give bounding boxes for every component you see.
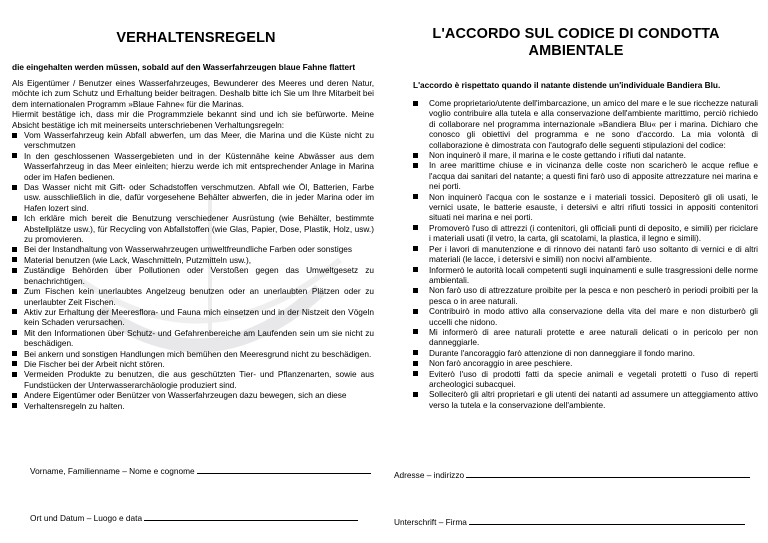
list-item: Mi informerò di aree naturali protette e aree naturali delicati o in pericolo per non danneggiarle. <box>413 327 758 348</box>
list-item: In aree marittime chiuse e in vicinanza delle coste non scaricherò le acque reflue e l'acqua dai sanitari del natante; a questi fini farò uso di apposite attrezzature nei marina e nei porti. <box>413 160 758 191</box>
list-item: Eviterò l'uso di prodotti fatti da specie animali e vegetali protetti o l'uso di reperti archeologici subacquei. <box>413 369 758 390</box>
list-item: Das Wasser nicht mit Gift- oder Schadstoffen verschmutzen. Abfall wie Öl, Batterien, Farbe usw. ausschließlich in die, dafür vorgesehene Behälter abwerfen, die in jeder Marina oder im Hafen lozert sind. <box>12 182 374 213</box>
list-item: Zuständige Behörden über Pollutionen oder Verstoßen gegen das Umweltgesetz zu benachrichtigen. <box>12 265 374 286</box>
address-field[interactable] <box>394 469 750 480</box>
list-item: Per i lavori di manutenzione e di rinnovo dei natanti farò uso soltanto di vernici e di altri materiali (le lacce, i detersivi e simili) non nocivi all'ambiente. <box>413 244 758 265</box>
german-title: VERHALTENSREGELN <box>116 30 276 46</box>
list-item: Promoverò l'uso di attrezzi (i contenitori, gli officiali punti di deposito, e simili) per riciclare i materiali usati (il vetro, la carta, gli scatolami, la plastica, il legno e simili). <box>413 223 758 244</box>
list-item: In den geschlossenen Wassergebieten und in der Küstennähe keine Abwässer aus dem Wasserfahrzeug in das Meer einleiten; hierzu werde ich mit entsprechender Anlage in Marina oder im Hafen bedienen. <box>12 151 374 182</box>
signature-blank-line[interactable] <box>469 516 745 525</box>
list-item: Zum Fischen kein unerlaubtes Angelzeug benutzen oder an unerlaubten Plätzen oder zu unerlaubter Zeit Fischen. <box>12 286 374 307</box>
address-label: Adresse – indirizzo <box>394 470 465 480</box>
german-subtitle: die eingehalten werden müssen, sobald auf den Wasserfahrzeugen blaue Fahne flattert <box>12 62 356 72</box>
list-item: Die Fischer bei der Arbeit nicht stören. <box>12 359 374 369</box>
list-item: Vermeiden Produkte zu benutzen, die aus geschützten Tier- und Pflanzenarten, sowie aus Fundstücken der Unterwasserarchäologie produziert sind. <box>12 369 374 390</box>
list-item: Solleciterò gli altri proprietari e gli utenti dei natanti ad assumere un atteggiamento attivo verso la tutela e la conservazione dell'ambiente. <box>413 389 758 410</box>
german-rules-list <box>12 130 374 411</box>
list-item: Mit den Informationen über Schutz- und Gefahrenbereiche am Laufenden sein um sie nicht zu beschädigen. <box>12 328 374 349</box>
german-intro <box>12 78 374 130</box>
list-item: Bei ankern und sonstigen Handlungen mich bemühen den Meeresgrund nicht zu beschädigen. <box>12 349 374 359</box>
place-date-label: Ort und Datum – Luogo e data <box>30 513 143 523</box>
name-blank-line[interactable] <box>197 465 371 474</box>
list-item: Non farò uso di attrezzature proibite per la pesca e non pescherò in periodi proibiti per la pesca o in aree naturali. <box>413 285 758 306</box>
list-item: Aktiv zur Erhaltung der Meeresflora- und Fauna mich einsetzen und in der Nistzeit den Vögeln kein Schaden verursachen. <box>12 307 374 328</box>
place-date-blank-line[interactable] <box>144 512 358 521</box>
list-item: Andere Eigentümer oder Benützer von Wasserfahrzeugen dazu bewegen, sich an diese <box>12 390 374 400</box>
signature-label: Unterschrift – Firma <box>394 517 467 527</box>
list-item: Durante l'ancoraggio farò attenzione di non danneggiare il fondo marino. <box>413 348 758 358</box>
list-item: Verhaltensregeln zu halten. <box>12 401 374 411</box>
italian-title-line: AMBIENTALE <box>528 43 624 59</box>
list-item: Ich erkläre mich bereit die Benutzung verschiedener Ausrüstung (wie Behälter, bestimmte Abstellplätze usw.), für Recycling von Abfallstoffen (wie Glas, Papier, Dose, Plastik, Holz, usw.) zu promovieren. <box>12 213 374 244</box>
address-blank-line[interactable] <box>466 469 750 478</box>
list-item: Vom Wasserfahrzeug kein Abfall abwerfen, um das Meer, die Marina und die Küste nicht zu verschmutzen <box>12 130 374 151</box>
list-item: Non inquinerò l'acqua con le sostanze e i materiali tossici. Depositerò gli oli usati, le vernici usate, le batterie esauste, i detersivi e altri rifiuti tossici in appositi contenitori situati nei marina e nei porti. <box>413 192 758 223</box>
place-date-field[interactable] <box>30 512 358 523</box>
list-item: Material benutzen (wie Lack, Waschmitteln, Putzmitteln usw.), <box>12 255 374 265</box>
italian-title-line: L'ACCORDO SUL CODICE DI CONDOTTA <box>432 26 720 42</box>
list-item: Bei der Instandhaltung von Wasserwahrzeugen umweltfreundliche Farben oder sonstiges <box>12 244 374 254</box>
german-intro-paragraph: Hiermit bestätige ich, dass mir die Programmziele bekannt sind und ich sie befürworte. Meine Absicht bestätige ich mit meinerseits unterschriebenen Verhaltungsregeln: <box>12 109 374 130</box>
list-item: Contribuirò in modo attivo alla conservazione della vita del mare e non disturberò gli uccelli che nidono. <box>413 306 758 327</box>
list-item: Non inquinerò il mare, il marina e le coste gettando i rifiuti dal natante. <box>413 150 758 160</box>
italian-title <box>392 26 760 60</box>
list-item: Informerò le autorità locali competenti sugli inquinamenti e sulle trasgressioni delle norme ambientali. <box>413 265 758 286</box>
italian-subtitle: L'accordo è rispettato quando il natante distende un'individuale Bandiera Blu. <box>413 80 721 90</box>
german-intro-paragraph: Als Eigentümer / Benutzer eines Wasserfahrzeuges, Bewunderer des Meeres und deren Natur, möchte ich zum Schutz und Erhaltung beider beitragen. Deshalb bitte ich Sie um Ihre Mitarbeit bei dem internationalen Programm »Blaue Fahne« für die Marinas. <box>12 78 374 109</box>
signature-field[interactable] <box>394 516 745 527</box>
list-item: Come proprietario/utente dell'imbarcazione, un amico del mare e le sue ricchezze naturali voglio contribuire alla tutela e alla conservazione dell'ambiente marittimo, perciò richiedo di collaborare nel programma internazionale »Bandiera Blu« per i marina. Dichiaro che conosco gli obiettivi del programma e ne sono d'accordo. La mia volontà di collaborazione è dimostrata con l'autografo delle seguenti stipulazioni del codice: <box>413 98 758 150</box>
list-item: Non farò ancoraggio in aree peschiere. <box>413 358 758 368</box>
italian-rules-list <box>413 98 758 410</box>
name-field[interactable] <box>30 465 371 476</box>
name-label: Vorname, Familienname – Nome e cognome <box>30 466 195 476</box>
